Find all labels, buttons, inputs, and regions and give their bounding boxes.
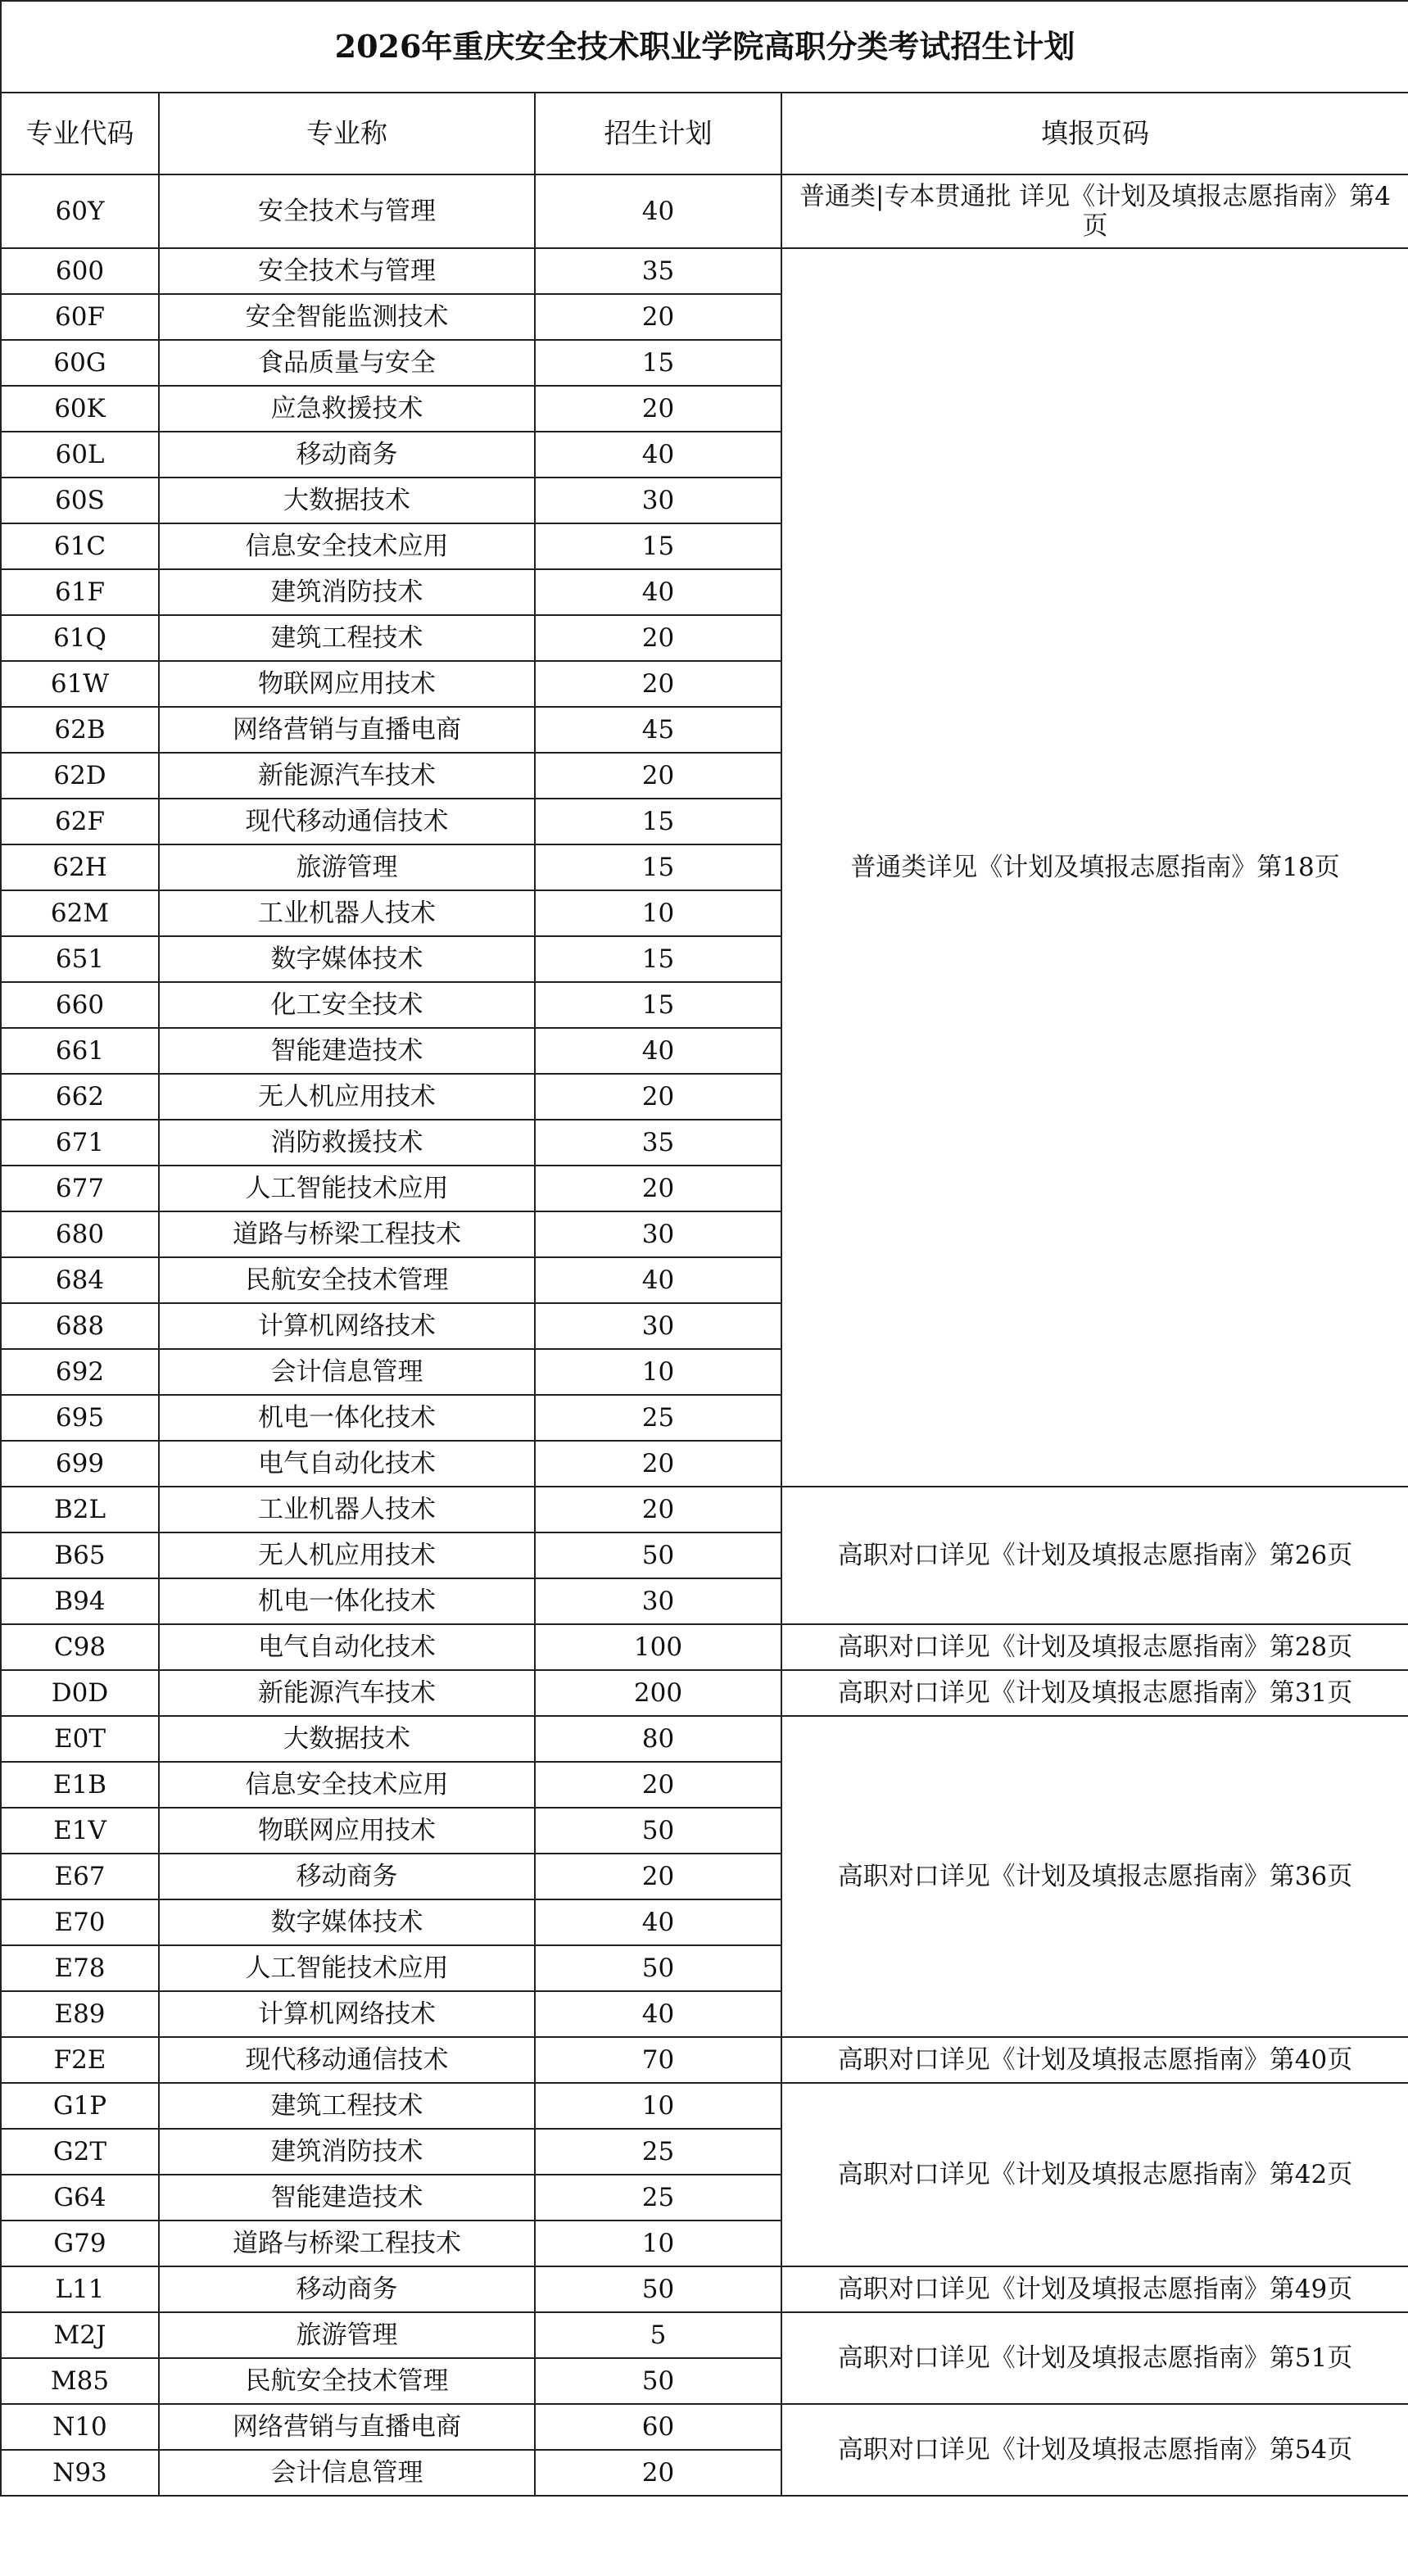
code-cell: 62B	[1, 707, 159, 753]
code-cell: 60K	[1, 386, 159, 432]
name-cell: 物联网应用技术	[159, 661, 535, 707]
name-cell: 智能建造技术	[159, 2175, 535, 2221]
page-reference-cell: 高职对口详见《计划及填报志愿指南》第28页	[781, 1624, 1408, 1670]
code-cell: 600	[1, 248, 159, 294]
code-cell: G2T	[1, 2129, 159, 2175]
code-cell: 661	[1, 1028, 159, 1074]
code-cell: 671	[1, 1120, 159, 1166]
page-reference-cell: 高职对口详见《计划及填报志愿指南》第36页	[781, 1716, 1408, 2037]
plan-cell: 10	[535, 890, 781, 936]
plan-cell: 40	[535, 569, 781, 615]
page-reference-cell: 高职对口详见《计划及填报志愿指南》第26页	[781, 1487, 1408, 1624]
code-cell: E67	[1, 1854, 159, 1899]
page-reference-cell: 高职对口详见《计划及填报志愿指南》第54页	[781, 2404, 1408, 2496]
plan-cell: 20	[535, 753, 781, 799]
name-cell: 人工智能技术应用	[159, 1166, 535, 1211]
name-cell: 机电一体化技术	[159, 1578, 535, 1624]
page-reference-cell: 高职对口详见《计划及填报志愿指南》第31页	[781, 1670, 1408, 1716]
code-cell: 62F	[1, 799, 159, 844]
plan-cell: 40	[535, 174, 781, 248]
code-cell: 62M	[1, 890, 159, 936]
plan-cell: 20	[535, 1487, 781, 1532]
code-cell: 660	[1, 982, 159, 1028]
name-cell: 旅游管理	[159, 2312, 535, 2358]
name-cell: 民航安全技术管理	[159, 1257, 535, 1303]
code-cell: 60L	[1, 432, 159, 478]
plan-cell: 50	[535, 1532, 781, 1578]
code-cell: 62D	[1, 753, 159, 799]
header-code: 专业代码	[1, 93, 159, 174]
name-cell: 民航安全技术管理	[159, 2358, 535, 2404]
plan-cell: 50	[535, 2358, 781, 2404]
name-cell: 旅游管理	[159, 844, 535, 890]
code-cell: 60S	[1, 478, 159, 523]
table-row	[1, 1716, 1408, 1762]
name-cell: 工业机器人技术	[159, 1487, 535, 1532]
name-cell: 安全技术与管理	[159, 174, 535, 248]
name-cell: 现代移动通信技术	[159, 2037, 535, 2083]
table-row	[1, 1624, 1408, 1670]
name-cell: 会计信息管理	[159, 1349, 535, 1395]
code-cell: 60G	[1, 340, 159, 386]
name-cell: 数字媒体技术	[159, 936, 535, 982]
plan-cell: 5	[535, 2312, 781, 2358]
name-cell: 网络营销与直播电商	[159, 707, 535, 753]
plan-cell: 25	[535, 2175, 781, 2221]
plan-cell: 40	[535, 432, 781, 478]
code-cell: E1B	[1, 1762, 159, 1808]
header-name: 专业称	[159, 93, 535, 174]
name-cell: 移动商务	[159, 1854, 535, 1899]
name-cell: 建筑工程技术	[159, 2083, 535, 2129]
name-cell: 应急救援技术	[159, 386, 535, 432]
code-cell: 677	[1, 1166, 159, 1211]
plan-cell: 35	[535, 248, 781, 294]
name-cell: 新能源汽车技术	[159, 1670, 535, 1716]
code-cell: E1V	[1, 1808, 159, 1854]
plan-cell: 20	[535, 1441, 781, 1487]
name-cell: 大数据技术	[159, 1716, 535, 1762]
code-cell: F2E	[1, 2037, 159, 2083]
plan-cell: 40	[535, 1899, 781, 1945]
name-cell: 会计信息管理	[159, 2450, 535, 2496]
code-cell: 62H	[1, 844, 159, 890]
plan-cell: 25	[535, 2129, 781, 2175]
name-cell: 电气自动化技术	[159, 1624, 535, 1670]
code-cell: E78	[1, 1945, 159, 1991]
plan-cell: 30	[535, 1303, 781, 1349]
plan-cell: 30	[535, 478, 781, 523]
code-cell: 680	[1, 1211, 159, 1257]
page-reference-cell: 高职对口详见《计划及填报志愿指南》第51页	[781, 2312, 1408, 2404]
code-cell: 61W	[1, 661, 159, 707]
page-reference-cell: 高职对口详见《计划及填报志愿指南》第42页	[781, 2083, 1408, 2266]
code-cell: L11	[1, 2266, 159, 2312]
name-cell: 安全技术与管理	[159, 248, 535, 294]
plan-cell: 50	[535, 1945, 781, 1991]
plan-cell: 30	[535, 1578, 781, 1624]
page-reference-cell: 高职对口详见《计划及填报志愿指南》第49页	[781, 2266, 1408, 2312]
plan-cell: 10	[535, 2083, 781, 2129]
table-body	[1, 1, 1408, 2496]
plan-cell: 45	[535, 707, 781, 753]
plan-cell: 35	[535, 1120, 781, 1166]
code-cell: N10	[1, 2404, 159, 2450]
plan-cell: 20	[535, 661, 781, 707]
plan-cell: 200	[535, 1670, 781, 1716]
plan-cell: 100	[535, 1624, 781, 1670]
name-cell: 移动商务	[159, 432, 535, 478]
title-row	[1, 1, 1408, 93]
name-cell: 数字媒体技术	[159, 1899, 535, 1945]
code-cell: D0D	[1, 1670, 159, 1716]
plan-cell: 20	[535, 1166, 781, 1211]
code-cell: 662	[1, 1074, 159, 1120]
plan-cell: 15	[535, 799, 781, 844]
code-cell: G1P	[1, 2083, 159, 2129]
code-cell: 61F	[1, 569, 159, 615]
code-cell: 60Y	[1, 174, 159, 248]
plan-cell: 15	[535, 844, 781, 890]
plan-cell: 40	[535, 1028, 781, 1074]
plan-cell: 15	[535, 340, 781, 386]
name-cell: 智能建造技术	[159, 1028, 535, 1074]
plan-cell: 20	[535, 1762, 781, 1808]
plan-cell: 10	[535, 2221, 781, 2266]
name-cell: 信息安全技术应用	[159, 523, 535, 569]
name-cell: 物联网应用技术	[159, 1808, 535, 1854]
code-cell: 688	[1, 1303, 159, 1349]
plan-cell: 20	[535, 294, 781, 340]
code-cell: 651	[1, 936, 159, 982]
code-cell: E70	[1, 1899, 159, 1945]
plan-cell: 20	[535, 1074, 781, 1120]
name-cell: 无人机应用技术	[159, 1532, 535, 1578]
plan-cell: 10	[535, 1349, 781, 1395]
plan-cell: 20	[535, 2450, 781, 2496]
name-cell: 食品质量与安全	[159, 340, 535, 386]
table-row	[1, 2037, 1408, 2083]
plan-cell: 50	[535, 1808, 781, 1854]
name-cell: 新能源汽车技术	[159, 753, 535, 799]
name-cell: 大数据技术	[159, 478, 535, 523]
plan-cell: 70	[535, 2037, 781, 2083]
code-cell: N93	[1, 2450, 159, 2496]
code-cell: G79	[1, 2221, 159, 2266]
table-title: 2026年重庆安全技术职业学院高职分类考试招生计划	[1, 1, 1408, 93]
code-cell: M2J	[1, 2312, 159, 2358]
plan-cell: 15	[535, 523, 781, 569]
code-cell: 695	[1, 1395, 159, 1441]
name-cell: 计算机网络技术	[159, 1303, 535, 1349]
name-cell: 电气自动化技术	[159, 1441, 535, 1487]
plan-cell: 40	[535, 1991, 781, 2037]
name-cell: 道路与桥梁工程技术	[159, 1211, 535, 1257]
plan-cell: 20	[535, 386, 781, 432]
code-cell: 692	[1, 1349, 159, 1395]
name-cell: 消防救援技术	[159, 1120, 535, 1166]
name-cell: 人工智能技术应用	[159, 1945, 535, 1991]
plan-cell: 30	[535, 1211, 781, 1257]
name-cell: 安全智能监测技术	[159, 294, 535, 340]
code-cell: M85	[1, 2358, 159, 2404]
header-row	[1, 93, 1408, 174]
plan-cell: 40	[535, 1257, 781, 1303]
name-cell: 道路与桥梁工程技术	[159, 2221, 535, 2266]
table-row	[1, 2266, 1408, 2312]
code-cell: E0T	[1, 1716, 159, 1762]
code-cell: C98	[1, 1624, 159, 1670]
plan-cell: 20	[535, 1854, 781, 1899]
table-row	[1, 1670, 1408, 1716]
code-cell: 684	[1, 1257, 159, 1303]
plan-cell: 50	[535, 2266, 781, 2312]
plan-cell: 15	[535, 982, 781, 1028]
page-reference-cell: 高职对口详见《计划及填报志愿指南》第40页	[781, 2037, 1408, 2083]
page-reference-cell: 普通类|专本贯通批 详见《计划及填报志愿指南》第4页	[781, 174, 1408, 248]
code-cell: B65	[1, 1532, 159, 1578]
name-cell: 化工安全技术	[159, 982, 535, 1028]
code-cell: 699	[1, 1441, 159, 1487]
name-cell: 工业机器人技术	[159, 890, 535, 936]
page-reference-cell: 普通类详见《计划及填报志愿指南》第18页	[781, 248, 1408, 1487]
name-cell: 现代移动通信技术	[159, 799, 535, 844]
table-row	[1, 248, 1408, 294]
code-cell: B2L	[1, 1487, 159, 1532]
name-cell: 计算机网络技术	[159, 1991, 535, 2037]
name-cell: 建筑消防技术	[159, 569, 535, 615]
plan-cell: 80	[535, 1716, 781, 1762]
code-cell: 60F	[1, 294, 159, 340]
plan-cell: 60	[535, 2404, 781, 2450]
name-cell: 无人机应用技术	[159, 1074, 535, 1120]
code-cell: B94	[1, 1578, 159, 1624]
table-row	[1, 2312, 1408, 2358]
table-row	[1, 2083, 1408, 2129]
code-cell: 61C	[1, 523, 159, 569]
name-cell: 信息安全技术应用	[159, 1762, 535, 1808]
code-cell: 61Q	[1, 615, 159, 661]
plan-cell: 20	[535, 615, 781, 661]
name-cell: 建筑消防技术	[159, 2129, 535, 2175]
name-cell: 建筑工程技术	[159, 615, 535, 661]
table-row	[1, 174, 1408, 248]
name-cell: 机电一体化技术	[159, 1395, 535, 1441]
name-cell: 移动商务	[159, 2266, 535, 2312]
table-row	[1, 1487, 1408, 1532]
header-plan: 招生计划	[535, 93, 781, 174]
code-cell: E89	[1, 1991, 159, 2037]
plan-cell: 15	[535, 936, 781, 982]
plan-cell: 25	[535, 1395, 781, 1441]
header-page: 填报页码	[781, 93, 1408, 174]
code-cell: G64	[1, 2175, 159, 2221]
table-row	[1, 2404, 1408, 2450]
name-cell: 网络营销与直播电商	[159, 2404, 535, 2450]
